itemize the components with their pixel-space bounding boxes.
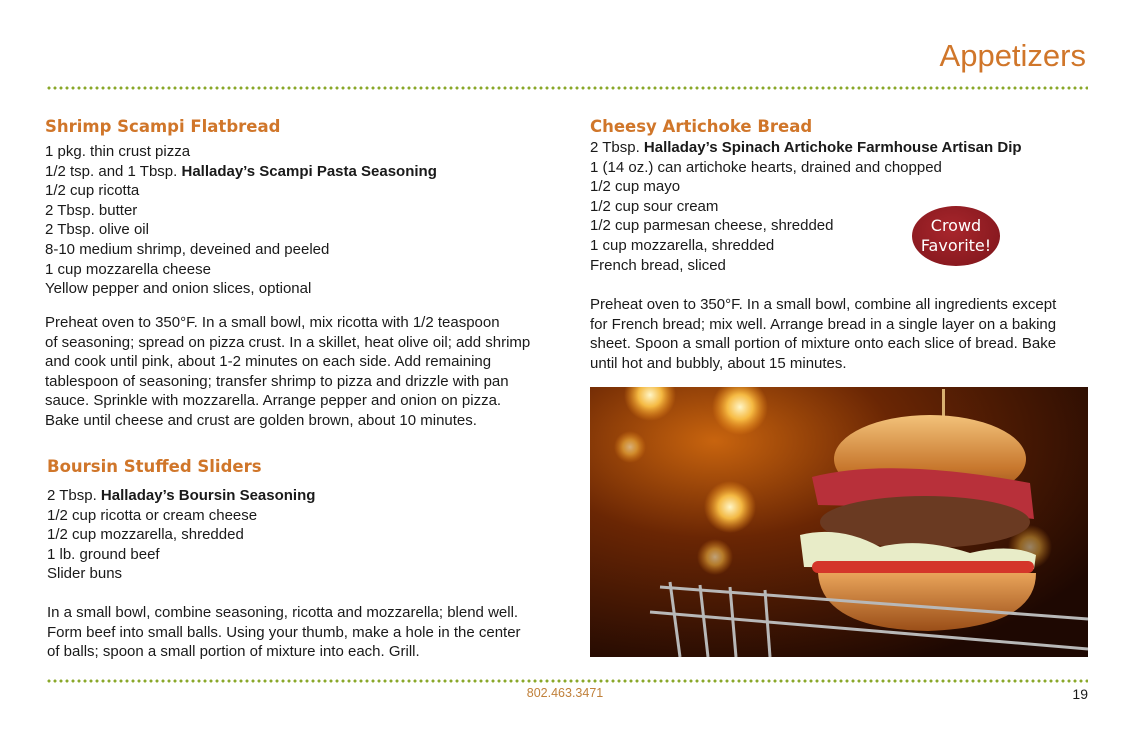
ingredient-text: 1/2 cup ricotta or cream cheese xyxy=(47,506,258,524)
ingredient-text: 1/2 cup mayo xyxy=(590,178,681,196)
directions-line: In a small bowl, combine seasoning, ricotta and mozzarella; blend well. xyxy=(47,604,519,621)
badge-line-2: Favorite! xyxy=(920,236,992,255)
artichoke-directions xyxy=(590,295,1056,373)
ingredient-text: 1 lb. ground beef xyxy=(47,545,160,563)
ingredient-text: 1 (14 oz.) can artichoke hearts, drained and chopped xyxy=(590,158,942,176)
ingredient-text: 1/2 cup parmesan cheese, shredded xyxy=(590,217,834,235)
ingredient-line xyxy=(45,162,437,182)
ingredient-product-name: Halladay’s Spinach Artichoke Farmhouse Artisan Dip xyxy=(643,139,1022,156)
ingredient-text: French bread, sliced xyxy=(590,256,726,274)
shrimp-directions xyxy=(45,313,530,431)
crowd-favorite-badge xyxy=(912,206,1000,266)
ingredient-line xyxy=(45,260,437,280)
ingredient-line xyxy=(45,181,437,201)
burger-illustration xyxy=(590,387,1088,657)
ingredient-text: 1/2 tsp. and 1 Tbsp. xyxy=(45,162,182,180)
directions-line: and cook until pink, about 1-2 minutes on each side. Add remaining xyxy=(45,353,492,371)
shrimp-ingredients xyxy=(45,142,437,299)
ingredient-line xyxy=(45,201,437,221)
directions-line: until hot and bubbly, about 15 minutes. xyxy=(590,354,847,372)
ingredient-line xyxy=(45,142,437,162)
directions-line: of seasoning; spread on pizza crust. In a skillet, heat olive oil; add shrimp xyxy=(45,333,531,351)
shrimp-recipe-title: Shrimp Scampi Flatbread xyxy=(45,117,281,136)
top-divider xyxy=(46,86,1088,90)
ingredient-text: 1/2 cup ricotta xyxy=(45,182,140,200)
ingredient-line xyxy=(47,525,315,545)
ingredient-text: 1 pkg. thin crust pizza xyxy=(45,143,191,160)
directions-line: of balls; spoon a small portion of mixture into each. Grill. xyxy=(47,643,420,661)
directions-line: sheet. Spoon a small portion of mixture onto each slice of bread. Bake xyxy=(590,335,1057,353)
burger-photo xyxy=(590,387,1088,657)
directions-line: sauce. Sprinkle with mozzarella. Arrange pepper and onion on pizza. xyxy=(45,392,502,410)
ingredient-text: Slider buns xyxy=(47,565,123,583)
ingredient-text: 1 cup mozzarella, shredded xyxy=(590,236,775,254)
ingredient-text: 2 Tbsp. xyxy=(47,487,101,504)
boursin-ingredients xyxy=(47,486,315,584)
ingredient-line xyxy=(47,506,315,526)
ingredient-text: 2 Tbsp. xyxy=(590,139,644,156)
directions-line: for French bread; mix well. Arrange bread in a single layer on a baking xyxy=(590,315,1057,333)
directions-line: Form beef into small balls. Using your thumb, make a hole in the center xyxy=(47,623,521,641)
boursin-directions xyxy=(47,603,521,662)
footer-phone: 802.463.3471 xyxy=(526,686,604,700)
directions-line: Bake until cheese and crust are golden brown, about 10 minutes. xyxy=(45,411,477,429)
ingredient-line xyxy=(590,177,1022,197)
boursin-recipe-title: Boursin Stuffed Sliders xyxy=(47,457,262,476)
ingredient-line xyxy=(45,240,437,260)
ingredient-text: 1 cup mozzarella cheese xyxy=(45,260,211,278)
ingredient-line xyxy=(47,486,315,506)
ingredient-text: 1/2 cup sour cream xyxy=(590,197,719,215)
ingredient-line xyxy=(45,220,437,240)
ingredient-line xyxy=(47,564,315,584)
page-title: Appetizers xyxy=(939,38,1086,73)
ingredient-text: 1/2 cup mozzarella, shredded xyxy=(47,526,244,544)
ingredient-line xyxy=(45,279,437,299)
ingredient-text: Yellow pepper and onion slices, optional xyxy=(45,280,312,298)
directions-line: Preheat oven to 350°F. In a small bowl, combine all ingredients except xyxy=(590,296,1057,313)
bottom-divider xyxy=(46,679,1088,683)
artichoke-recipe-title: Cheesy Artichoke Bread xyxy=(590,117,813,136)
directions-line: Preheat oven to 350°F. In a small bowl, mix ricotta with 1/2 teaspoon xyxy=(45,314,500,331)
ingredient-line xyxy=(590,158,1022,178)
page-number: 19 xyxy=(1072,686,1088,702)
ingredient-line xyxy=(590,138,1022,158)
directions-line: tablespoon of seasoning; transfer shrimp to pizza and drizzle with pan xyxy=(45,372,509,390)
badge-line-1: Crowd xyxy=(930,216,982,235)
ingredient-product-name: Halladay’s Scampi Pasta Seasoning xyxy=(181,162,437,180)
ingredient-text: 2 Tbsp. olive oil xyxy=(45,221,149,239)
ingredient-text: 8-10 medium shrimp, deveined and peeled xyxy=(45,240,330,258)
ingredient-line xyxy=(47,545,315,565)
ingredient-text: 2 Tbsp. butter xyxy=(45,201,138,219)
ingredient-product-name: Halladay’s Boursin Seasoning xyxy=(100,487,316,504)
